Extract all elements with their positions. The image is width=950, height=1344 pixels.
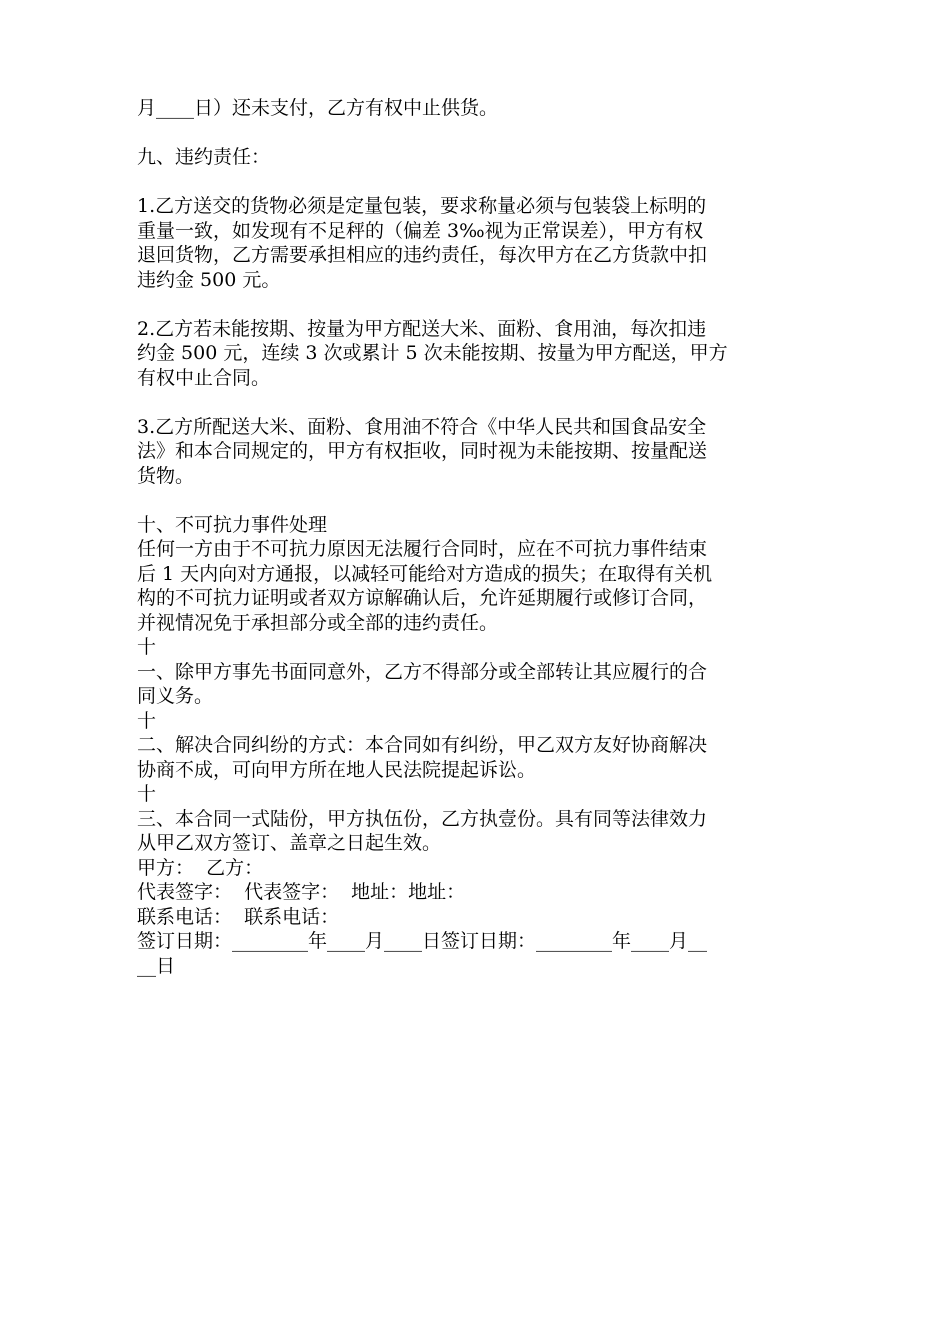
text-line: 十 — [137, 636, 157, 658]
text-line: 约金 500 元，连续 3 次或累计 5 次未能按期、按量为甲方配送，甲方 — [137, 342, 728, 364]
signature-dates: 签订日期：________年____月____日签订日期：________年____月__ — [137, 930, 708, 952]
document-body — [137, 96, 817, 978]
section-heading: 十、不可抗力事件处理 — [137, 513, 328, 536]
text-line: 3.乙方所配送大米、面粉、食用油不符合《中华人民共和国食品安全 — [137, 415, 707, 438]
signature-parties: 甲方： 乙方： — [137, 856, 264, 879]
paragraph-gap — [137, 488, 817, 513]
text-line: 构的不可抗力证明或者双方谅解确认后，允许延期履行或修订合同， — [137, 587, 708, 609]
text-line: 协商不成，可向甲方所在地人民法院提起诉讼。 — [137, 758, 537, 781]
text-line: 从甲乙双方签订、盖章之日起生效。 — [137, 832, 442, 854]
signature-dates-continued: __日 — [137, 954, 176, 977]
signature-representatives: 代表签字： 代表签字： 地址：地址： — [137, 881, 466, 903]
text-line: 二、解决合同纠纷的方式：本合同如有纠纷，甲乙双方友好协商解决 — [137, 734, 708, 756]
section-heading: 九、违约责任： — [137, 146, 271, 168]
text-line: 重量一致，如发现有不足秤的（偏差 3‰视为正常误差），甲方有权 — [137, 219, 704, 242]
paragraph-gap — [137, 121, 817, 146]
text-line: 有权中止合同。 — [137, 366, 271, 389]
text-line: 后 1 天内向对方通报，以减轻可能给对方造成的损失；在取得有关机 — [137, 562, 713, 585]
text-line: 2.乙方若未能按期、按量为甲方配送大米、面粉、食用油，每次扣违 — [137, 317, 707, 340]
text-line: 月____日）还未支付，乙方有权中止供货。 — [137, 97, 499, 119]
text-line: 十 — [137, 709, 157, 732]
paragraph-gap — [137, 170, 817, 195]
text-line: 法》和本合同规定的，甲方有权拒收，同时视为未能按期、按量配送 — [137, 440, 708, 462]
text-line: 违约金 500 元。 — [137, 268, 281, 291]
text-line: 同义务。 — [137, 685, 214, 707]
text-line: 退回货物，乙方需要承担相应的违约责任，每次甲方在乙方货款中扣 — [137, 244, 708, 266]
text-line: 货物。 — [137, 464, 195, 487]
paragraph-gap — [137, 390, 817, 415]
signature-phones: 联系电话： 联系电话： — [137, 905, 340, 928]
text-line: 一、除甲方事先书面同意外，乙方不得部分或全部转让其应履行的合 — [137, 660, 708, 683]
text-line: 并视情况免于承担部分或全部的违约责任。 — [137, 611, 499, 634]
text-line: 1.乙方送交的货物必须是定量包装，要求称量必须与包装袋上标明的 — [137, 195, 707, 217]
text-line: 十 — [137, 783, 157, 805]
text-line: 三、本合同一式陆份，甲方执伍份，乙方执壹份。具有同等法律效力 — [137, 807, 708, 830]
paragraph-gap — [137, 292, 817, 317]
text-line: 任何一方由于不可抗力原因无法履行合同时，应在不可抗力事件结束 — [137, 538, 708, 560]
